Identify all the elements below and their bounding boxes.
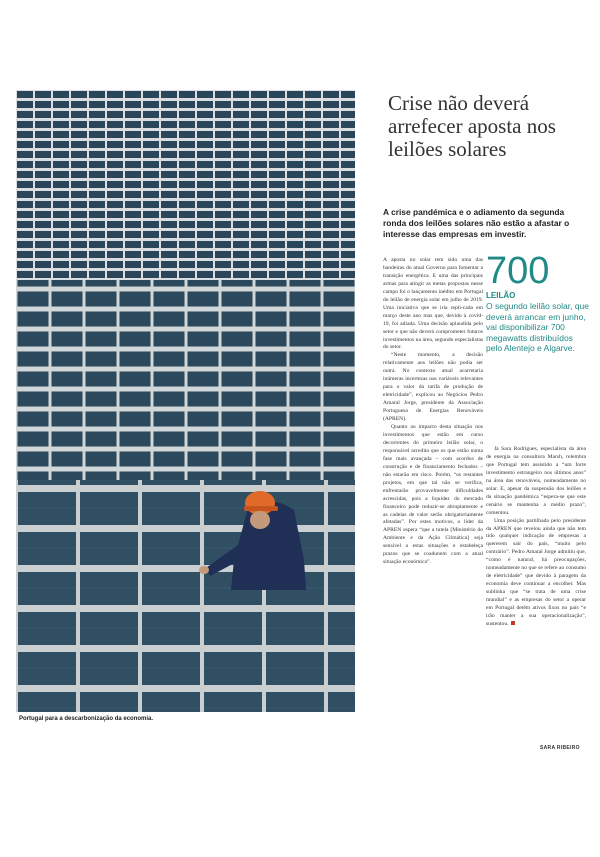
article-lead: A crise pandémica e o adiamento da segunda ronda dos leilões solares não estão a afastar o interesse das empresas em investir.	[383, 207, 570, 239]
highlight-label: LEILÃO	[486, 291, 516, 300]
article-headline: Crise não deverá arrefecer aposta nos leilões solares	[388, 91, 556, 161]
article-column-1	[383, 257, 483, 762]
paragraph: “Neste momento, a decisão relativamente aos leilões não podia ser outra. No contexto atual acarretaria inúmeras incertezas nas variáveis relevantes para o valor da tarifa de produção de eletricidade”, explicou ao Negócios Pedro Amaral Jorge, presidente da Associação Portuguesa de Energias Renováveis (APREN).	[383, 352, 483, 423]
paragraph	[486, 518, 586, 629]
paragraph: Quanto ao impacto desta situação nos investimentos que estão em curso decorrentes do primeiro leilão solar, o responsável acredita que os que estão numa fase mais avançada – com acordos de construção e de financiamento fechados – não estarão em risco. Porém, “os restantes projetos, em que tal não se verifica, enfrentarão provavelmente dificuldades acrescidas, pois a liquidez do mercado financeiro pode reduzir-se abruptamente e as cadeias de valor serão obrigatoriamente afetadas”. Por estes motivos, o líder da APREN espera “que a tutela [Ministério do Ambiente e da Ação Climática] seja sensível a estas situações e estabeleça prazos que se coadunem com a atual situação económica”.	[383, 424, 483, 566]
paragraph: Já Sara Rodrigues, especialista da área de energia na consultora Marsh, relembra que Portugal tem assistido a “um forte investimento estrangeiro nos últimos anos” na área das renováveis, nomeadamente no solar. E, apesar da suspensão dos leilões e da situação pandémica “espera-se que este cenário se mantenha a médio prazo”, comentou.	[486, 446, 586, 516]
photo-caption: Portugal para a descarbonização da economia.	[19, 716, 154, 722]
end-of-article-mark	[511, 621, 515, 625]
highlight-number: 700	[486, 250, 550, 292]
photo-credit: SARA RIBEIRO	[540, 745, 580, 751]
article-column-2	[486, 446, 586, 746]
paragraph-text: Uma posição partilhada pelo presidente da APREN que revelou ainda que não tem tido qualquer indicação de empresas a quererem sair do país, “muito pelo contrário”. Pedro Amaral Jorge admitiu que, “como é natural, há preocupações, nomeadamente no que se refere ao consumo de eletricidade” que devido à paragem da economia deve continuar a encolher. Mas sublinha que “se trata de uma crise mundial” e as empresas do setor a operar em Portugal detêm ativos fixos no país “e irão manter a sua operacionalização”, sustentou.	[486, 517, 586, 627]
solar-panels-photo	[16, 90, 355, 712]
highlight-text: O segundo leilão solar, que deverá arrancar em junho, vai disponibilizar 700 megawatts distribuídos pelo Alentejo e Algarve.	[486, 301, 590, 353]
highlight-box	[486, 252, 590, 354]
paragraph: A aposta no solar tem sido uma das bandeiras do atual Governo para fomentar a transição energética. E uma das principais armas para atingir as metas propostas nesse campo foi o lançamento inédito em Portugal do leilão de energia solar em julho de 2019. Uma iniciativa que se iria repli-cada em março deste ano mas que, devido à covid-19, foi adiada. Uma decisão aplaudida pelo setor e que não deverá comprometer futuros investimentos na área, segundo especialistas do setor.	[383, 257, 483, 351]
